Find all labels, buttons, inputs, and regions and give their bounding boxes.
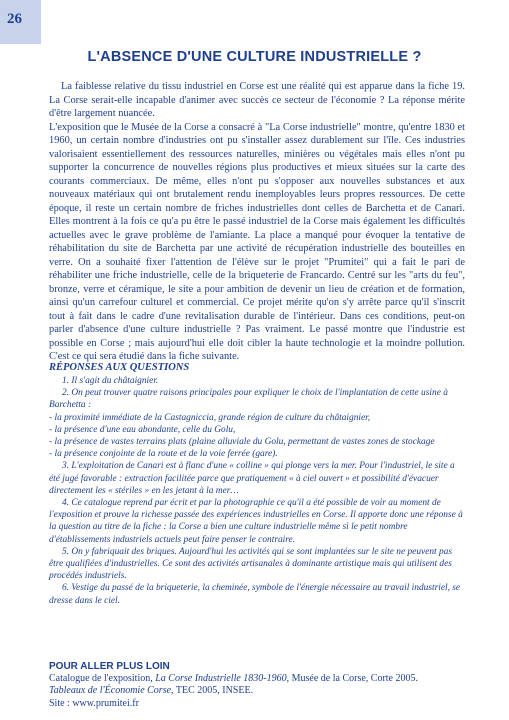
answers-heading: RÉPONSES AUX QUESTIONS [49,362,190,373]
body-text [49,80,465,364]
answer-4: 4. Ce catalogue reprend par écrit et par la photographie ce qu'il a été possible de voir au moment de l'exposition et prouve la richesse passée des expériences industrielles en Corse. Il apporte donc une réponse à la question au titre de la fiche : la Corse a bien une culture industrielle même si le petit nombre d'établissements industriels actuels peut faire penser le contraire. [49,498,463,545]
reference-tec [49,685,469,697]
page-number-badge [0,0,41,44]
answer-1: 1. Il s'agit du châtaignier. [62,376,159,386]
answer-2-item: - la proximité immédiate de la Castagniccia, grande région de culture du châtaignier, [49,412,371,423]
reference-catalogue-prefix: Catalogue de l'exposition, [49,673,156,684]
reference-tec-suffix: , TEC 2005, INSEE. [171,685,254,697]
exposition-paragraph: L'exposition que le Musée de la Corse a consacré à "La Corse industrielle" montre, qu'entre 1830 et 1960, un certain nombre d'industries ont pu s'installer assez durablement sur l'île. Ces industries valorisaient essentiellement des ressources naturelles, minières ou végétales mais elles n'ont pu supporter la concurrence de nouvelles régions plus productives et mieux situées sur la carte des courants commerciaux. De même, elles n'ont pu s'opposer aux nouvelles substances et aux nouveaux matériaux qui ont brutalement rendu inemployables leurs propres ressources. De cette époque, il reste un certain nombre de friches industrielles dont celles de Barchetta et de Canari. Elles montrent à la fois ce qu'a pu être le passé industriel de la Corse mais également les difficultés actuelles avec le grave problème de l'amiante. La place a manqué pour évoquer la tentative de réhabilitation du site de Barchetta par une activité de récupération industrielle des bouteilles en verre. On a souhaité fixer l'attention de l'élève sur le projet "Prumitei" qui a fait le pari de réhabiliter une friche industrielle, celle de la briqueterie de Francardo. Centré sur les "arts du feu", bronze, verre et céramique, le site a pour ambition de devenir un lieu de création et de formation, ainsi qu'un carrefour culturel et commercial. Ce projet mérite qu'on s'y arrête parce qu'il s'inscrit tout à fait dans le cadre d'une revitalisation durable de l'intérieur. Dans ces conditions, peut-on parler d'absence d'une culture industrielle ? Pas vraiment. Le passé montre que l'industrie est possible en Corse ; mais aujourd'hui elle doit cibler la haute technologie et la moindre pollution. C'est ce qui sera étudié dans la fiche suivante. [49,121,465,362]
page-title: L'ABSENCE D'UNE CULTURE INDUSTRIELLE ? [87,49,422,65]
further-reading-heading: POUR ALLER PLUS LOIN [49,661,170,672]
answers-section [49,375,465,607]
reference-website: Site : www.prumitei.fr [49,697,139,709]
answer-6: 6. Vestige du passé de la briqueterie, la cheminée, symbole de l'énergie nécessaire au travail industriel, se dresse dans le ciel. [49,583,461,606]
further-reading-list [49,673,469,710]
reference-catalogue-title: La Corse Industrielle 1830-1960 [155,673,287,684]
reference-tec-title: Tableaux de l'Économie Corse [49,685,172,697]
reference-catalogue [49,673,469,685]
answer-3: 3. L'exploitation de Canari est à flanc d'une « colline » qui plonge vers la mer. Pour l'industriel, le site a été jugé favorable : extraction facilitée parce que pratiquement « à ciel ouvert » et possibilité d'évacuer directement les « stériles » en les jetant à la mer… [49,461,455,496]
answer-2: 2. On peut trouver quatre raisons principales pour expliquer le choix de l'implantation de cette usine à Barchetta : [49,388,448,411]
page-number: 26 [7,11,22,27]
reference-catalogue-suffix: , Musée de la Corse, Corte 2005. [286,673,418,684]
answer-2-item: - la présence de vastes terrains plats (plaine alluviale du Golu, permettant de vastes zones de stockage [49,437,435,448]
answer-2-item: - la présence conjointe de la route et de la voie ferrée (gare). [49,449,278,460]
answer-5: 5. On y fabriquait des briques. Aujourd'hui les activités qui se sont implantées sur le site ne peuvent pas être qualifiées d'industrielles. Ce sont des activités artisanales à dominante artistique mais qui utilisent des procédés industriels. [49,546,452,582]
intro-paragraph: La faiblesse relative du tissu industriel en Corse est une réalité qui est apparue dans la fiche 19. La Corse serait-elle incapable d'animer avec succès ce secteur de l'économie ? La réponse mérite d'être largement nuancée. [49,81,465,119]
answer-2-item: - la présence d'une eau abondante, celle du Golu, [49,424,236,435]
